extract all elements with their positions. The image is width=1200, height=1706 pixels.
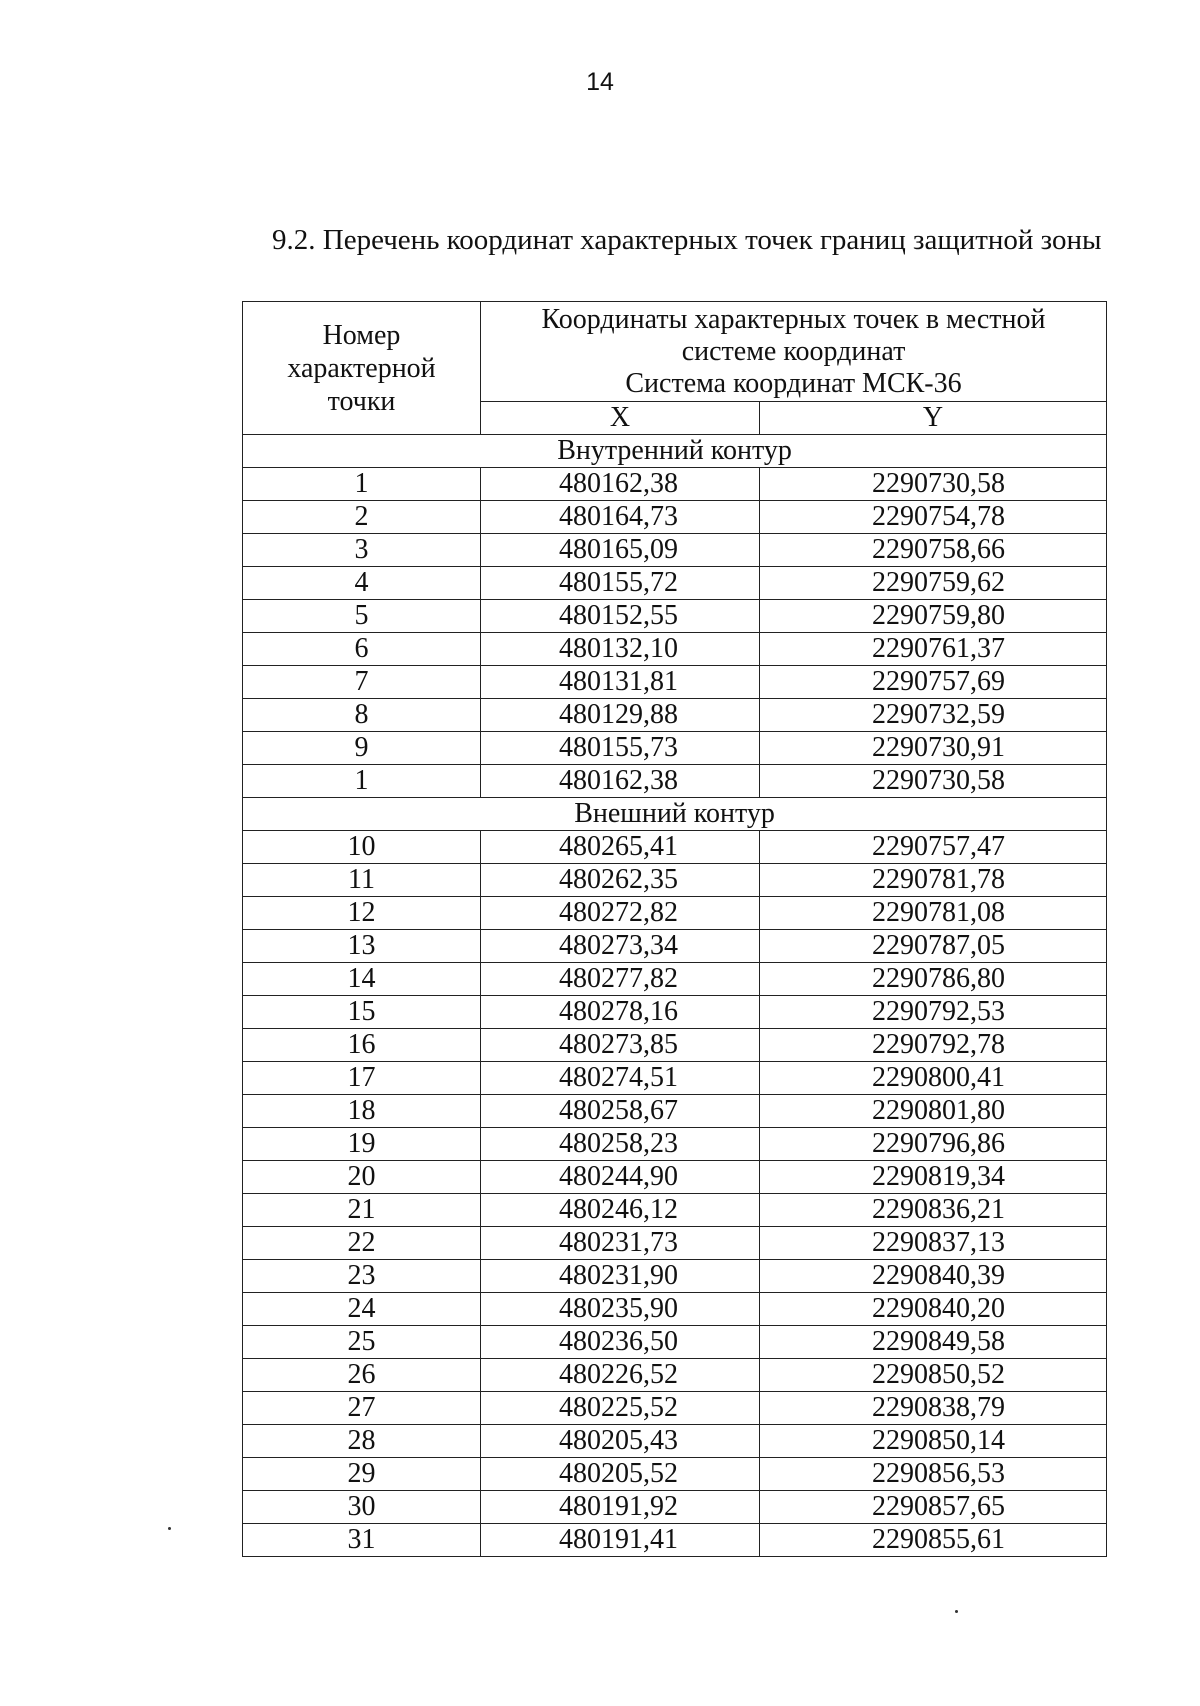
coordinates-table <box>242 301 1107 1557</box>
point-number-cell: 17 <box>243 1062 481 1095</box>
table-row <box>243 1359 1107 1392</box>
x-coordinate-cell: 480164,73 <box>481 501 760 534</box>
table-row <box>243 732 1107 765</box>
x-coordinate-cell: 480231,90 <box>481 1260 760 1293</box>
x-coordinate-cell: 480191,41 <box>481 1524 760 1557</box>
point-number-cell: 14 <box>243 963 481 996</box>
x-coordinate-cell: 480131,81 <box>481 666 760 699</box>
table-row <box>243 1161 1107 1194</box>
y-coordinate-cell: 2290758,66 <box>760 534 1107 567</box>
x-coordinate-cell: 480274,51 <box>481 1062 760 1095</box>
table-row <box>243 831 1107 864</box>
x-coordinate-cell: 480205,43 <box>481 1425 760 1458</box>
y-coordinate-cell: 2290801,80 <box>760 1095 1107 1128</box>
coordinates-table-body <box>243 302 1107 1557</box>
x-coordinate-cell: 480165,09 <box>481 534 760 567</box>
table-row <box>243 1524 1107 1557</box>
point-number-cell: 15 <box>243 996 481 1029</box>
point-number-cell: 5 <box>243 600 481 633</box>
y-coordinate-cell: 2290759,80 <box>760 600 1107 633</box>
table-row <box>243 1491 1107 1524</box>
point-number-cell: 29 <box>243 1458 481 1491</box>
point-number-cell: 3 <box>243 534 481 567</box>
x-coordinate-cell: 480155,72 <box>481 567 760 600</box>
y-coordinate-cell: 2290754,78 <box>760 501 1107 534</box>
y-coordinate-cell: 2290857,65 <box>760 1491 1107 1524</box>
y-coordinate-cell: 2290792,53 <box>760 996 1107 1029</box>
table-row <box>243 534 1107 567</box>
x-coordinate-cell: 480273,34 <box>481 930 760 963</box>
header-coords-line-2: системе координат <box>681 335 906 367</box>
y-coordinate-cell: 2290787,05 <box>760 930 1107 963</box>
y-coordinate-cell: 2290855,61 <box>760 1524 1107 1557</box>
x-coordinate-cell: 480231,73 <box>481 1227 760 1260</box>
section-row <box>243 435 1107 468</box>
x-coordinate-cell: 480244,90 <box>481 1161 760 1194</box>
x-coordinate-cell: 480162,38 <box>481 765 760 798</box>
y-coordinate-cell: 2290761,37 <box>760 633 1107 666</box>
y-coordinate-cell: 2290757,69 <box>760 666 1107 699</box>
table-row <box>243 1095 1107 1128</box>
table-row <box>243 600 1107 633</box>
table-row <box>243 699 1107 732</box>
x-coordinate-cell: 480235,90 <box>481 1293 760 1326</box>
point-number-cell: 18 <box>243 1095 481 1128</box>
y-coordinate-cell: 2290800,41 <box>760 1062 1107 1095</box>
point-number-cell: 28 <box>243 1425 481 1458</box>
table-row <box>243 1293 1107 1326</box>
point-number-cell: 30 <box>243 1491 481 1524</box>
y-coordinate-cell: 2290730,91 <box>760 732 1107 765</box>
section-title: 9.2. Перечень координат характерных точек границ защитной зоны <box>272 224 1102 256</box>
point-number-cell: 26 <box>243 1359 481 1392</box>
x-coordinate-cell: 480225,52 <box>481 1392 760 1425</box>
table-row <box>243 930 1107 963</box>
point-number-cell: 8 <box>243 699 481 732</box>
header-point-number <box>243 302 481 435</box>
header-number-line-1: Номер <box>322 319 401 351</box>
x-coordinate-cell: 480277,82 <box>481 963 760 996</box>
table-row <box>243 1029 1107 1062</box>
header-x: X <box>481 402 760 435</box>
table-row <box>243 1227 1107 1260</box>
table-row <box>243 567 1107 600</box>
point-number-cell: 11 <box>243 864 481 897</box>
table-row <box>243 1326 1107 1359</box>
section-row <box>243 798 1107 831</box>
y-coordinate-cell: 2290840,39 <box>760 1260 1107 1293</box>
point-number-cell: 12 <box>243 897 481 930</box>
section-title-cell: Внешний контур <box>243 798 1107 831</box>
x-coordinate-cell: 480272,82 <box>481 897 760 930</box>
table-row <box>243 1458 1107 1491</box>
x-coordinate-cell: 480246,12 <box>481 1194 760 1227</box>
table-row <box>243 765 1107 798</box>
y-coordinate-cell: 2290838,79 <box>760 1392 1107 1425</box>
y-coordinate-cell: 2290792,78 <box>760 1029 1107 1062</box>
point-number-cell: 6 <box>243 633 481 666</box>
point-number-cell: 19 <box>243 1128 481 1161</box>
table-row <box>243 1062 1107 1095</box>
y-coordinate-cell: 2290796,86 <box>760 1128 1107 1161</box>
table-row <box>243 1260 1107 1293</box>
table-row <box>243 963 1107 996</box>
x-coordinate-cell: 480262,35 <box>481 864 760 897</box>
table-header-row <box>243 302 1107 402</box>
y-coordinate-cell: 2290849,58 <box>760 1326 1107 1359</box>
x-coordinate-cell: 480278,16 <box>481 996 760 1029</box>
y-coordinate-cell: 2290759,62 <box>760 567 1107 600</box>
page-number: 14 <box>586 68 614 96</box>
y-coordinate-cell: 2290840,20 <box>760 1293 1107 1326</box>
x-coordinate-cell: 480162,38 <box>481 468 760 501</box>
y-coordinate-cell: 2290819,34 <box>760 1161 1107 1194</box>
header-y: Y <box>760 402 1107 435</box>
y-coordinate-cell: 2290781,08 <box>760 897 1107 930</box>
table-row <box>243 864 1107 897</box>
header-number-line-3: точки <box>327 385 396 417</box>
table-row <box>243 1392 1107 1425</box>
point-number-cell: 9 <box>243 732 481 765</box>
y-coordinate-cell: 2290850,52 <box>760 1359 1107 1392</box>
x-coordinate-cell: 480129,88 <box>481 699 760 732</box>
table-row <box>243 1128 1107 1161</box>
table-row <box>243 1425 1107 1458</box>
x-coordinate-cell: 480205,52 <box>481 1458 760 1491</box>
point-number-cell: 10 <box>243 831 481 864</box>
y-coordinate-cell: 2290786,80 <box>760 963 1107 996</box>
point-number-cell: 4 <box>243 567 481 600</box>
point-number-cell: 31 <box>243 1524 481 1557</box>
y-coordinate-cell: 2290730,58 <box>760 765 1107 798</box>
table-row <box>243 897 1107 930</box>
point-number-cell: 1 <box>243 468 481 501</box>
x-coordinate-cell: 480155,73 <box>481 732 760 765</box>
scan-speck <box>955 1610 958 1613</box>
point-number-cell: 23 <box>243 1260 481 1293</box>
y-coordinate-cell: 2290781,78 <box>760 864 1107 897</box>
scan-speck <box>168 1527 171 1530</box>
point-number-cell: 2 <box>243 501 481 534</box>
point-number-cell: 22 <box>243 1227 481 1260</box>
point-number-cell: 20 <box>243 1161 481 1194</box>
y-coordinate-cell: 2290730,58 <box>760 468 1107 501</box>
x-coordinate-cell: 480236,50 <box>481 1326 760 1359</box>
header-coords-line-3: Система координат МСК-36 <box>625 367 962 399</box>
x-coordinate-cell: 480258,23 <box>481 1128 760 1161</box>
point-number-cell: 1 <box>243 765 481 798</box>
y-coordinate-cell: 2290837,13 <box>760 1227 1107 1260</box>
point-number-cell: 27 <box>243 1392 481 1425</box>
table-row <box>243 666 1107 699</box>
y-coordinate-cell: 2290836,21 <box>760 1194 1107 1227</box>
section-title-cell: Внутренний контур <box>243 435 1107 468</box>
table-row <box>243 468 1107 501</box>
y-coordinate-cell: 2290732,59 <box>760 699 1107 732</box>
table-row <box>243 996 1107 1029</box>
point-number-cell: 21 <box>243 1194 481 1227</box>
table-row <box>243 1194 1107 1227</box>
point-number-cell: 24 <box>243 1293 481 1326</box>
x-coordinate-cell: 480258,67 <box>481 1095 760 1128</box>
point-number-cell: 25 <box>243 1326 481 1359</box>
table-row <box>243 501 1107 534</box>
x-coordinate-cell: 480265,41 <box>481 831 760 864</box>
x-coordinate-cell: 480273,85 <box>481 1029 760 1062</box>
y-coordinate-cell: 2290850,14 <box>760 1425 1107 1458</box>
x-coordinate-cell: 480152,55 <box>481 600 760 633</box>
header-coordinates <box>481 302 1107 402</box>
y-coordinate-cell: 2290856,53 <box>760 1458 1107 1491</box>
x-coordinate-cell: 480226,52 <box>481 1359 760 1392</box>
header-number-line-2: характерной <box>287 352 436 384</box>
point-number-cell: 13 <box>243 930 481 963</box>
point-number-cell: 16 <box>243 1029 481 1062</box>
table-row <box>243 633 1107 666</box>
header-coords-line-1: Координаты характерных точек в местной <box>541 303 1046 335</box>
x-coordinate-cell: 480132,10 <box>481 633 760 666</box>
y-coordinate-cell: 2290757,47 <box>760 831 1107 864</box>
point-number-cell: 7 <box>243 666 481 699</box>
x-coordinate-cell: 480191,92 <box>481 1491 760 1524</box>
